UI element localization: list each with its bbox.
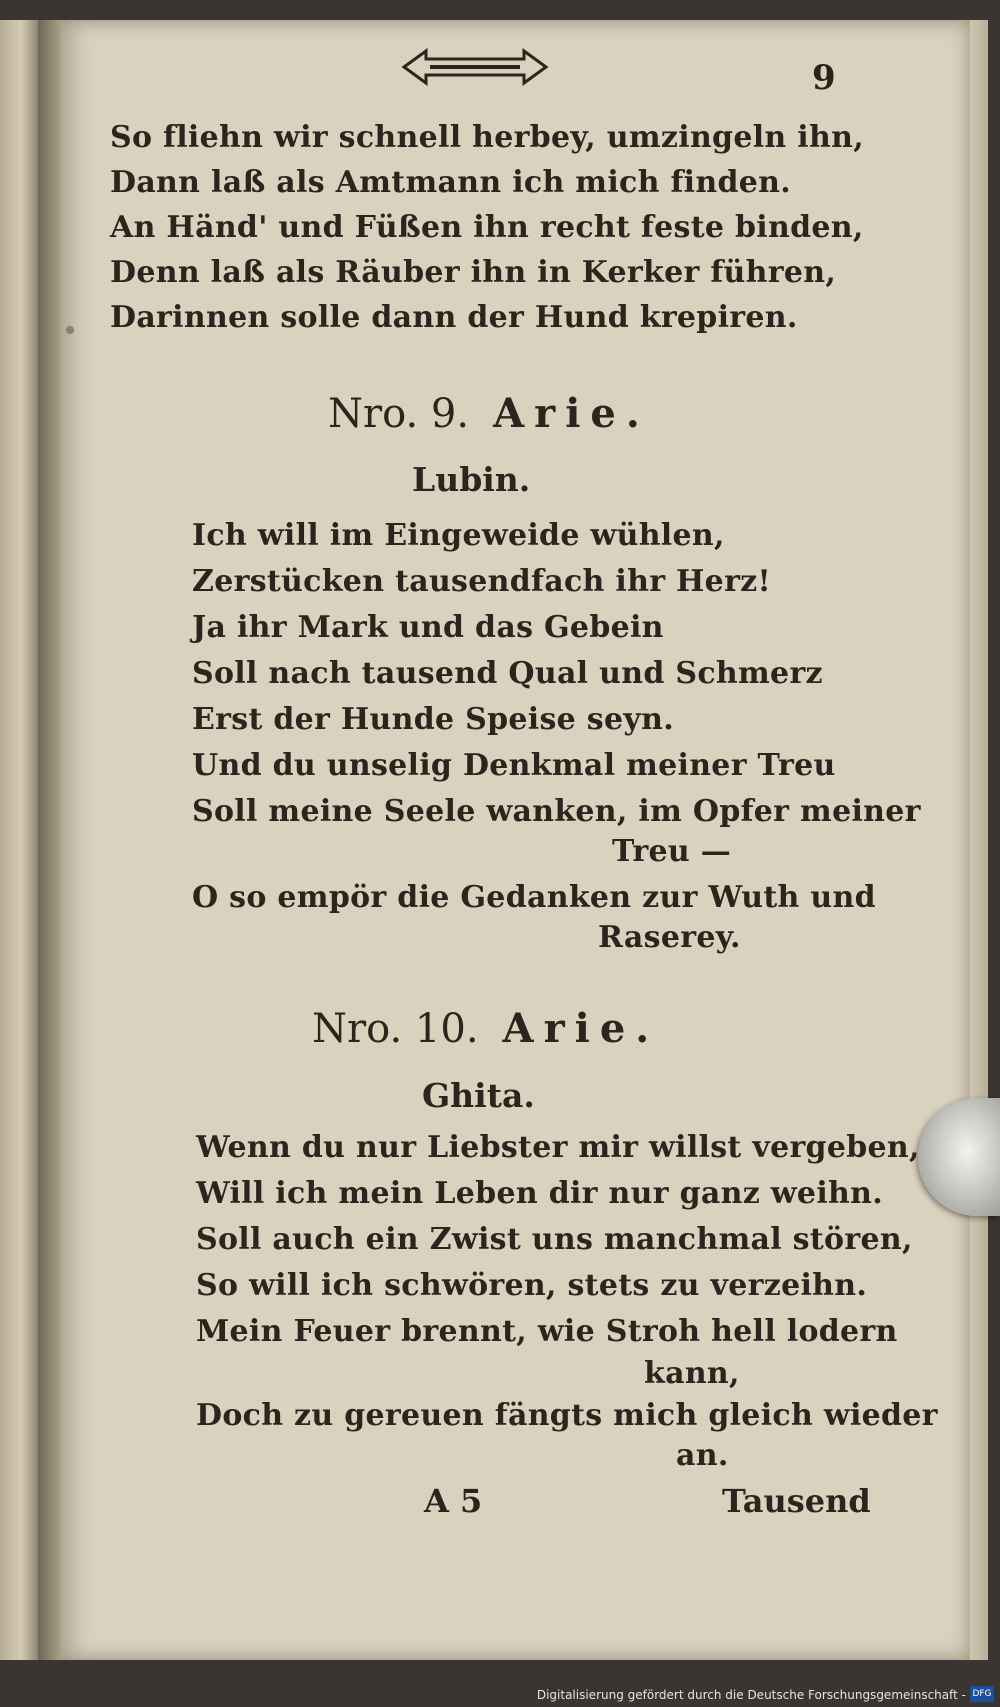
- verse-line-continuation: an.: [676, 1438, 729, 1473]
- speaker-name: Ghita.: [422, 1076, 535, 1115]
- digitization-credit: Digitalisierung gefördert durch die Deutsche Forschungsgemeinschaft -: [536, 1688, 966, 1702]
- verse-line: Und du unselig Denkmal meiner Treu: [192, 748, 836, 783]
- signature-mark: A 5: [424, 1482, 483, 1520]
- verse-line: Soll meine Seele wanken, im Opfer meiner: [192, 794, 921, 829]
- verse-line: Denn laß als Räuber ihn in Kerker führen,: [110, 255, 837, 290]
- verse-line: Zerstücken tausendfach ihr Herz!: [192, 564, 771, 599]
- book-gutter: [38, 20, 60, 1660]
- verse-line: Ich will im Eingeweide wühlen,: [192, 518, 725, 553]
- catchword: Tausend: [722, 1482, 871, 1520]
- section-type: Arie.: [502, 1005, 660, 1052]
- verse-line: An Händ' und Füßen ihn recht feste binden,: [110, 210, 864, 245]
- verse-line-continuation: Raserey.: [598, 920, 741, 955]
- ink-speck: [66, 326, 74, 334]
- section-heading: [312, 1005, 659, 1052]
- section-type: Arie.: [493, 390, 650, 437]
- verse-line-continuation: Treu —: [612, 834, 732, 869]
- verse-line: Wenn du nur Liebster mir willst vergeben,: [196, 1130, 920, 1165]
- section-heading: [328, 390, 650, 437]
- verse-line: Erst der Hunde Speise seyn.: [192, 702, 674, 737]
- verse-line: So will ich schwören, stets zu verzeihn.: [196, 1268, 868, 1303]
- verse-line: Soll nach tausend Qual und Schmerz: [192, 656, 823, 691]
- verse-line: Doch zu gereuen fängts mich gleich wieder: [196, 1398, 938, 1433]
- verse-line: So fliehn wir schnell herbey, umzingeln ihn,: [110, 120, 864, 155]
- ornament-icon: [400, 45, 550, 89]
- verse-line: Mein Feuer brennt, wie Stroh hell lodern: [196, 1314, 898, 1349]
- verse-line: Darinnen solle dann der Hund krepiren.: [110, 300, 798, 335]
- verse-line: Will ich mein Leben dir nur ganz weihn.: [196, 1176, 883, 1211]
- page-edge: [970, 20, 988, 1660]
- facing-page-edge: [0, 20, 38, 1660]
- section-number: Nro. 9.: [328, 391, 470, 437]
- verse-line: Soll auch ein Zwist uns manchmal stören,: [196, 1222, 913, 1257]
- page-number: 9: [812, 58, 836, 98]
- verse-line: Dann laß als Amtmann ich mich finden.: [110, 165, 792, 200]
- section-number: Nro. 10.: [312, 1006, 479, 1052]
- verse-line: Ja ihr Mark und das Gebein: [192, 610, 664, 645]
- verse-line: O so empör die Gedanken zur Wuth und: [192, 880, 876, 915]
- dfg-logo: DFG: [970, 1686, 994, 1702]
- speaker-name: Lubin.: [412, 460, 531, 499]
- verse-line-continuation: kann,: [644, 1356, 740, 1391]
